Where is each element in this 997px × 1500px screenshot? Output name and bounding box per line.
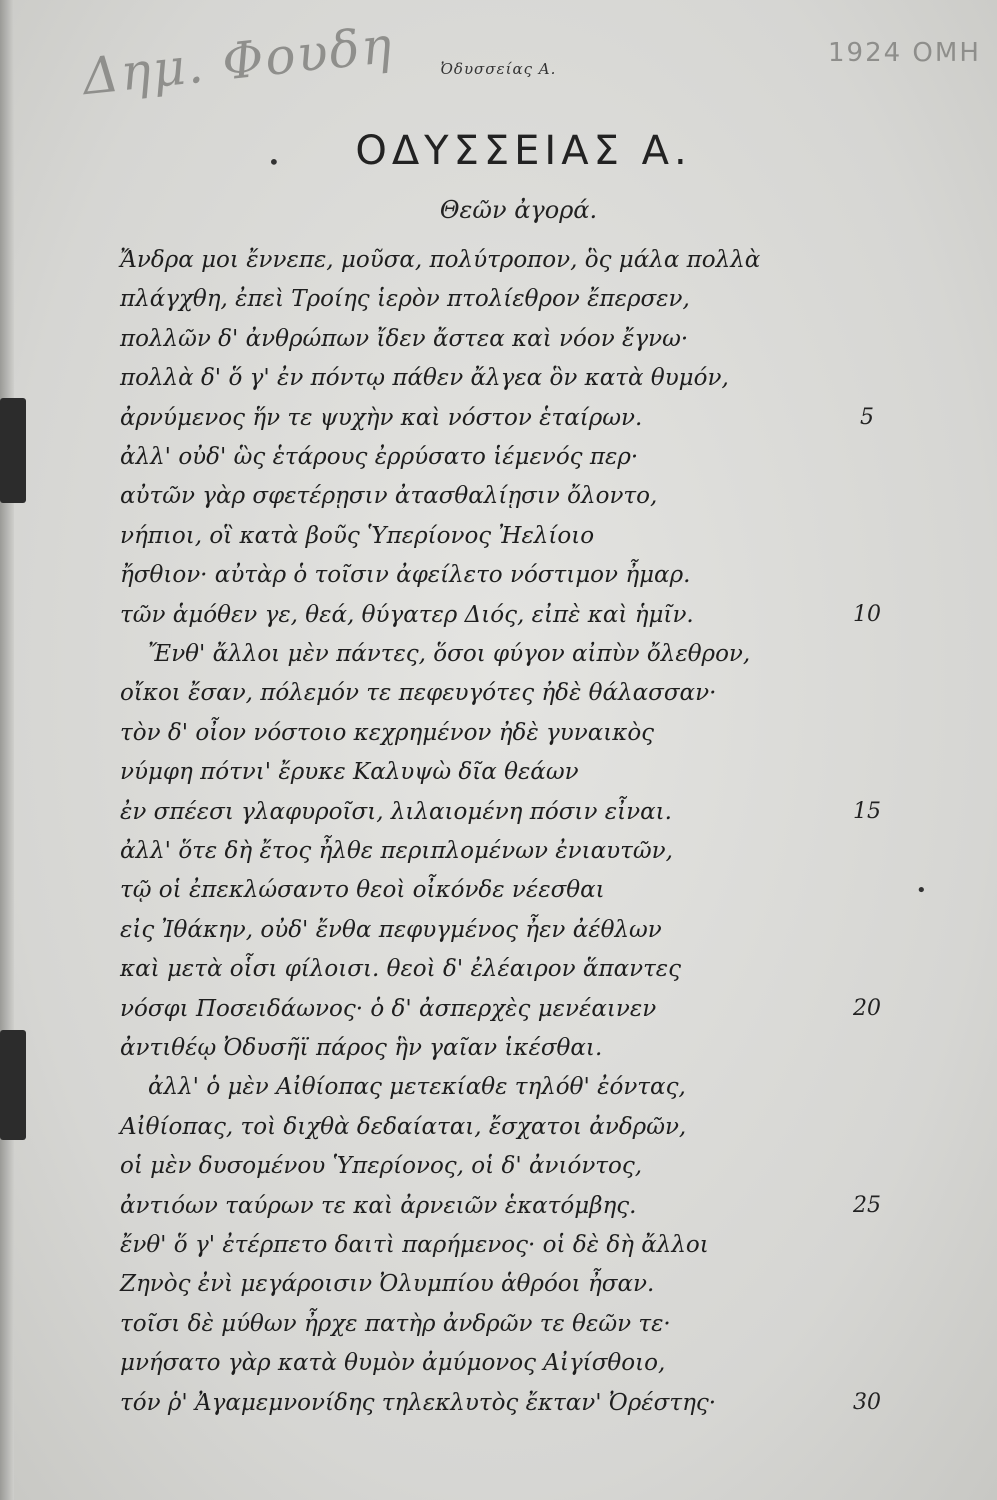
binding-shadow-mark — [0, 398, 26, 503]
verse-line: Ἄνδρα μοι ἔννεπε, μοῦσα, πολύτροπον, ὃς μάλα πολλὰ — [120, 247, 761, 273]
verse-line: πολλῶν δ' ἀνθρώπων ἴδεν ἄστεα καὶ νόον ἔγνω· — [120, 325, 689, 352]
verse-line-number: 30 — [853, 1389, 881, 1415]
verse-line-number: 5 — [860, 404, 874, 430]
pencil-catalog-code: 1924 ΟΜΗ — [828, 38, 981, 68]
verse-line: Ζηνὸς ἐνὶ μεγάροισιν Ὀλυμπίου ἁθρόοι ἦσαν. — [120, 1271, 655, 1298]
binding-shadow-mark — [0, 1030, 26, 1140]
section-subtitle: Θεῶν ἀγορά. — [439, 196, 598, 224]
verse-line: ἀλλ' ὁ μὲν Αἰθίοπας μετεκίαθε τηλόθ' ἐόντας, — [148, 1074, 686, 1101]
verse-line: Αἰθίοπας, τοὶ διχθὰ δεδαίαται, ἔσχατοι ἀνδρῶν, — [120, 1113, 687, 1140]
verse-line: καὶ μετὰ οἷσι φίλοισι. θεοὶ δ' ἐλέαιρον ἅπαντες — [120, 956, 682, 983]
verse-line: Ἔνθ' ἄλλοι μὲν πάντες, ὅσοι φύγον αἰπὺν ὄλεθρον, — [148, 641, 751, 667]
verse-line-number: 15 — [853, 798, 881, 824]
verse-line: τόν ῥ' Ἀγαμεμνονίδης τηλεκλυτὸς ἔκταν' Ὀρέστης· — [120, 1389, 717, 1416]
verse-line: ἤσθιον· αὐτὰρ ὁ τοῖσιν ἀφείλετο νόστιμον ἦμαρ. — [120, 562, 691, 589]
verse-line: νήπιοι, οἳ κατὰ βοῦς Ὑπερίονος Ἠελίοιο — [120, 522, 595, 549]
running-head: Ὀδυσσείας Α. — [440, 60, 557, 78]
handwritten-owner-name: Δημ. Φουδη — [79, 15, 397, 107]
verse-line: πολλὰ δ' ὅ γ' ἐν πόντῳ πάθεν ἄλγεα ὃν κατὰ θυμόν, — [120, 365, 729, 392]
verse-line: οἱ μὲν δυσομένου Ὑπερίονος, οἱ δ' ἀνιόντος, — [120, 1153, 643, 1180]
verse-line-number: 10 — [853, 601, 881, 627]
verse-line: μνήσατο γὰρ κατὰ θυμὸν ἀμύμονος Αἰγίσθοιο, — [120, 1350, 666, 1377]
verse-line: ἀντιθέῳ Ὀδυσῆϊ πάρος ἣν γαῖαν ἱκέσθαι. — [120, 1035, 603, 1061]
verse-line: ἀντιόων ταύρων τε καὶ ἀρνειῶν ἑκατόμβης. — [120, 1192, 637, 1219]
verse-line: ἐν σπέεσι γλαφυροῖσι, λιλαιομένη πόσιν εἶναι. — [120, 798, 672, 825]
margin-dot: • — [916, 880, 927, 901]
page-binding-edge — [0, 0, 14, 1500]
verse-line: τοῖσι δὲ μύθων ἦρχε πατὴρ ἀνδρῶν τε θεῶν τε· — [120, 1310, 671, 1337]
verse-line: πλάγχθη, ἐπεὶ Τροίης ἱερὸν πτολίεθρον ἔπερσεν, — [120, 286, 690, 313]
verse-line: ἀλλ' ὅτε δὴ ἔτος ἦλθε περιπλομένων ἐνιαυτῶν, — [120, 838, 673, 864]
verse-line: ἀλλ' οὐδ' ὣς ἑτάρους ἐρρύσατο ἱέμενός περ· — [120, 444, 639, 470]
verse-line: ἀρνύμενος ἥν τε ψυχὴν καὶ νόστον ἑταίρων. — [120, 404, 643, 431]
verse-line: ἔνθ' ὅ γ' ἐτέρπετο δαιτὶ παρήμενος· οἱ δὲ δὴ ἄλλοι — [120, 1232, 709, 1258]
verse-line-number: 25 — [853, 1192, 881, 1218]
title-bullet: • — [268, 150, 280, 174]
verse-line: νύμφη πότνι' ἔρυκε Καλυψὼ δῖα θεάων — [120, 759, 579, 786]
verse-line: τῷ οἱ ἐπεκλώσαντο θεοὶ οἶκόνδε νέεσθαι — [120, 877, 605, 904]
verse-line: τῶν ἁμόθεν γε, θεά, θύγατερ Διός, εἰπὲ καὶ ἡμῖν. — [120, 601, 694, 628]
page-title: ΟΔΥΣΣΕΙΑΣ Α. — [355, 128, 692, 174]
verse-line: νόσφι Ποσειδάωνος· ὁ δ' ἀσπερχὲς μενέαινεν — [120, 995, 657, 1022]
verse-line-number: 20 — [853, 995, 881, 1021]
verse-line: οἴκοι ἔσαν, πόλεμόν τε πεφευγότες ἠδὲ θάλασσαν· — [120, 680, 717, 707]
verse-line: αὐτῶν γὰρ σφετέρῃσιν ἀτασθαλίῃσιν ὄλοντο, — [120, 483, 658, 510]
verse-line: τὸν δ' οἶον νόστοιο κεχρημένον ἠδὲ γυναικὸς — [120, 719, 655, 746]
verse-line: εἰς Ἰθάκην, οὐδ' ἔνθα πεφυγμένος ἦεν ἀέθλων — [120, 916, 662, 943]
